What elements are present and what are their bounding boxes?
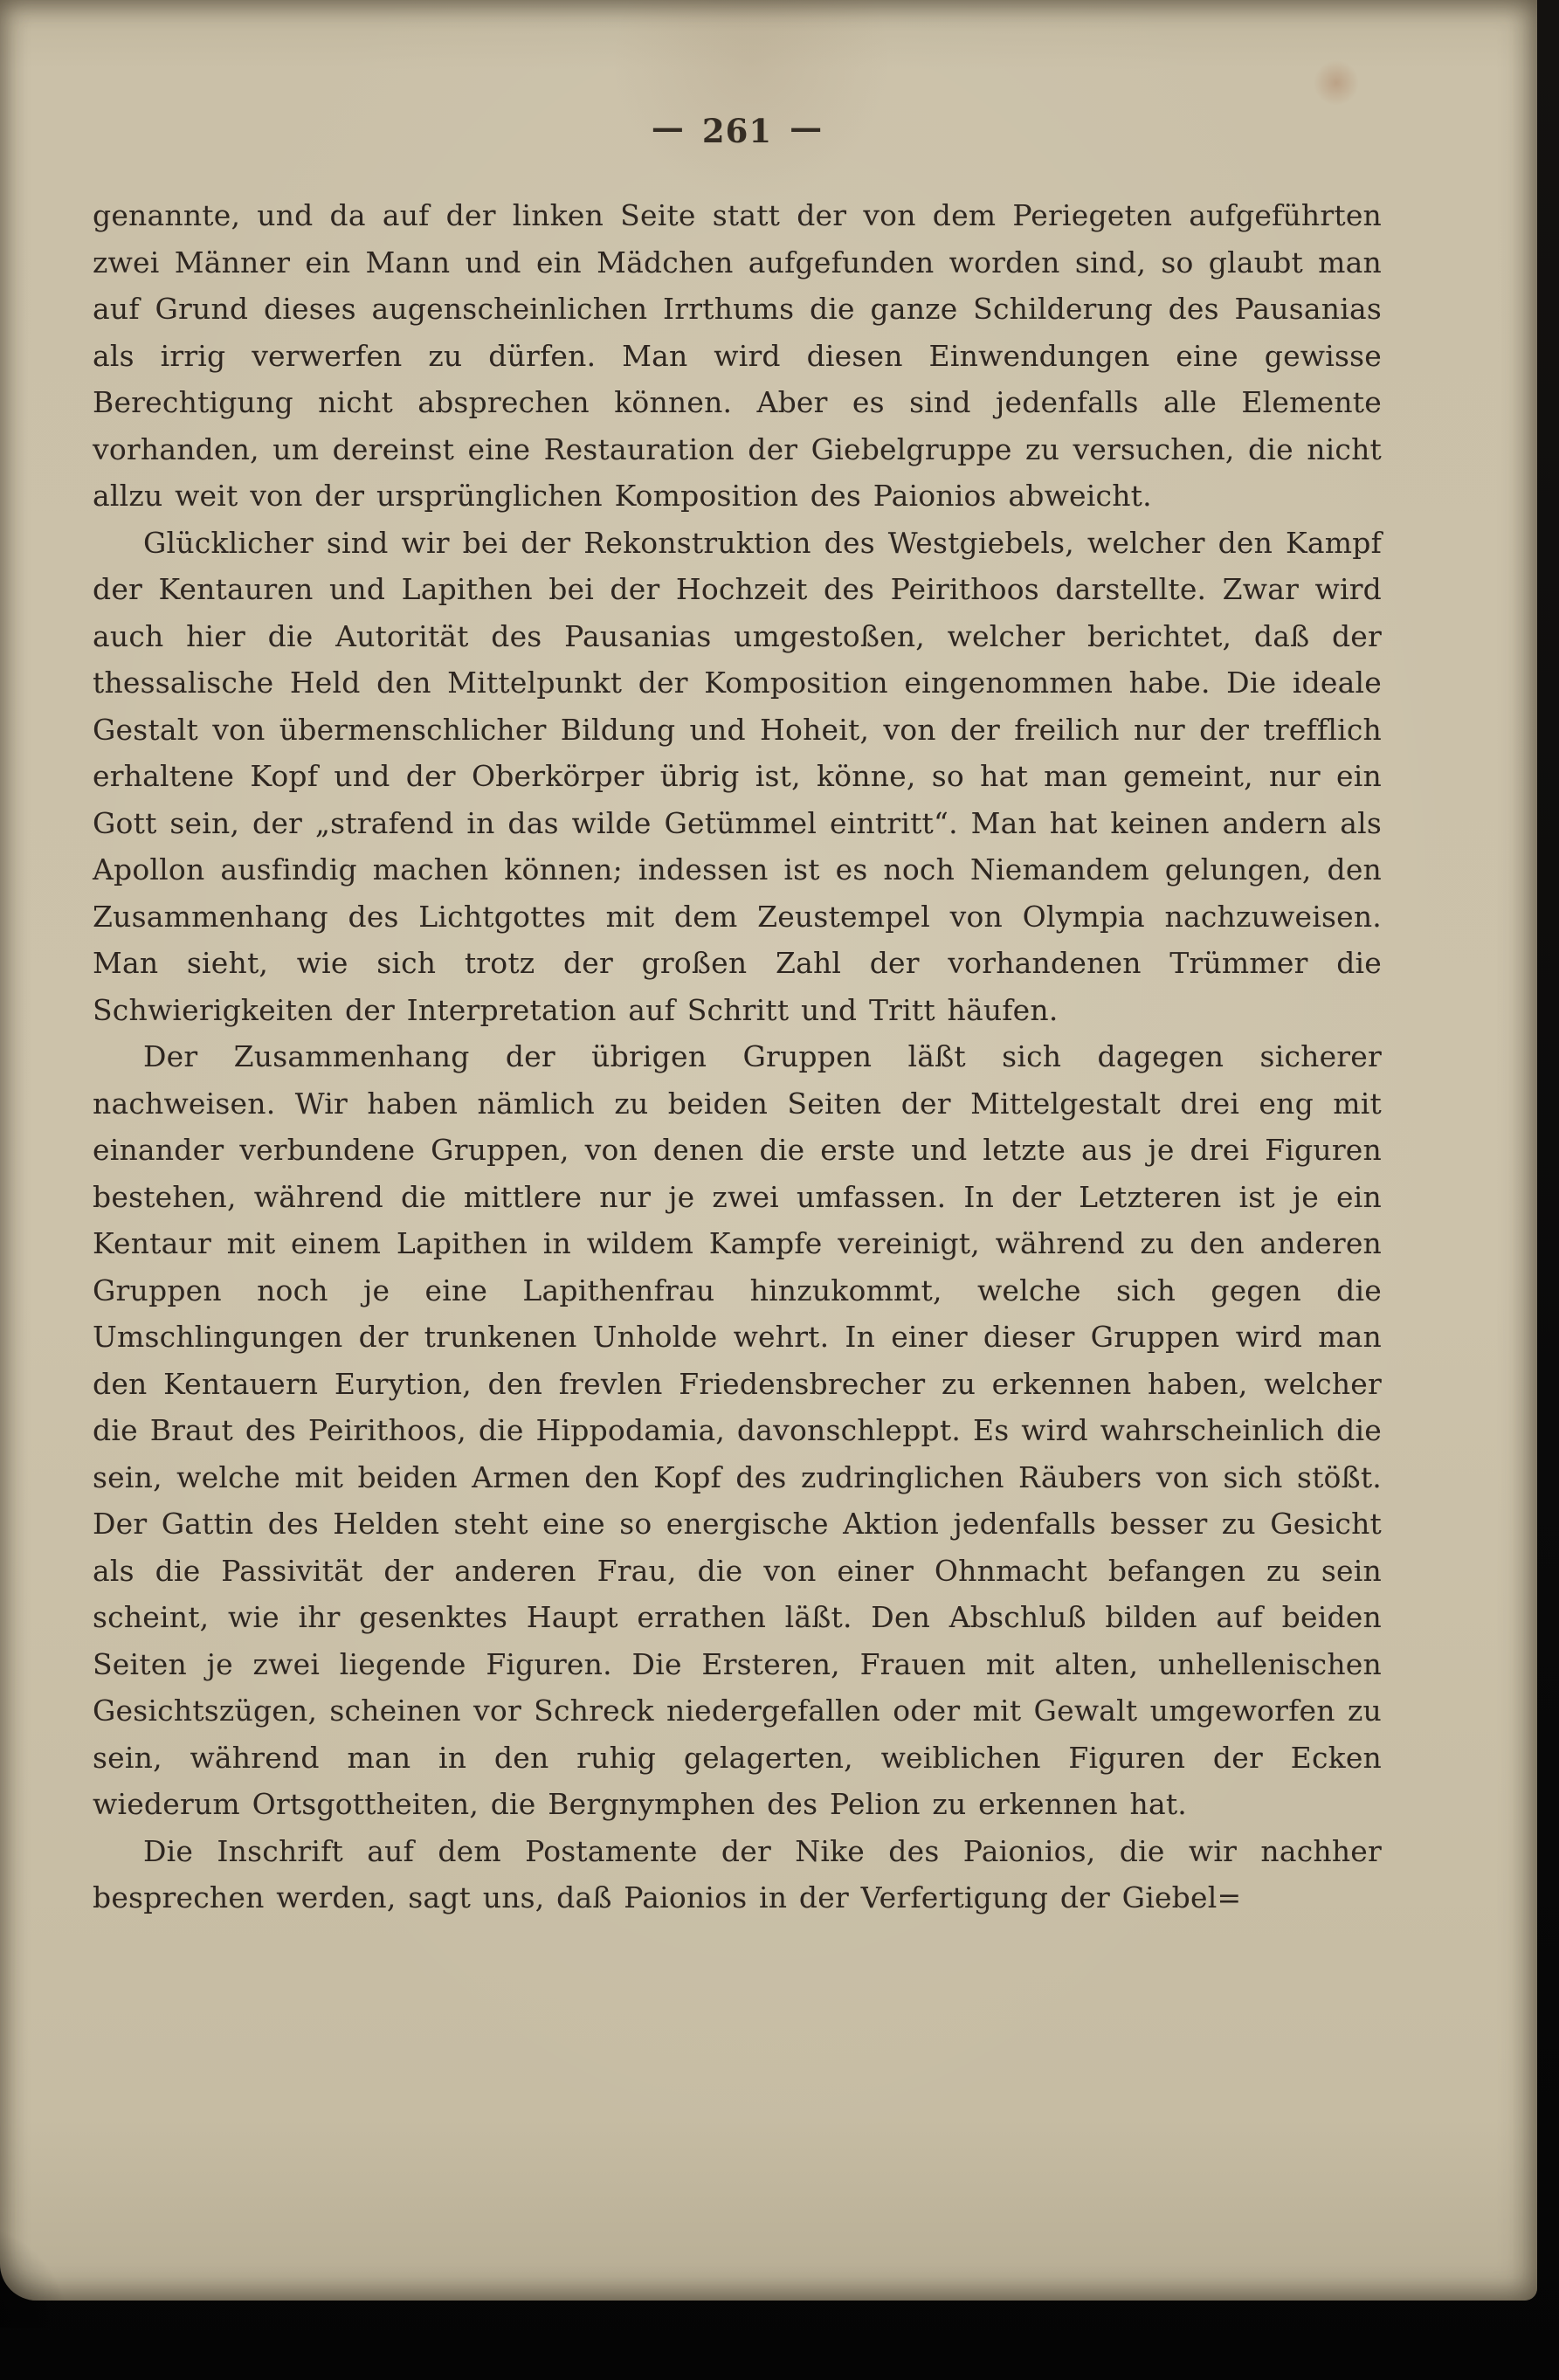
body-text — [93, 192, 1382, 1921]
paragraph-inschrift: Die Inschrift auf dem Postamente der Nike des Paionios, die wir nachher besprechen werden, sagt uns, daß Paionios in der Verfertigung der Giebel= — [93, 1833, 1382, 1914]
paragraph-gruppen: Der Zusammenhang der übrigen Gruppen läßt sich dagegen sicherer nachweisen. Wir haben nämlich zu beiden Seiten der Mittelgestalt drei eng mit einander verbundene Gruppen, von denen die erste und letzte aus je drei Figuren bestehen, während die mittlere nur je zwei umfassen. In der Letzteren ist je ein Kentaur mit einem Lapithen in wildem Kampfe vereinigt, während zu den anderen Gruppen noch je eine Lapithenfrau hinzukommt, welche sich gegen die Umschlingungen der trunkenen Unholde wehrt. In einer dieser Gruppen wird man den Kentauern Eurytion, den frevlen Friedensbrecher zu erkennen haben, welcher die Braut des Peirithoos, die Hippodamia, davonschleppt. Es wird wahrscheinlich die sein, welche mit beiden Armen den Kopf des zudringlichen Räubers von sich stößt. Der Gattin des Helden steht eine so energische Aktion jedenfalls besser zu Gesicht als die Passivität der anderen Frau, die von einer Ohnmacht befangen zu sein scheint, wie ihr gesenktes Haupt errathen läßt. Den Abschluß bilden auf beiden Seiten je zwei liegende Figuren. Die Ersteren, Frauen mit alten, unhellenischen Gesichtszügen, scheinen vor Schreck niedergefallen oder mit Gewalt umgeworfen zu sein, während man in den ruhig gelagerten, weiblichen Figuren der Ecken wiederum Ortsgottheiten, die Bergnymphen des Pelion zu erkennen hat. — [93, 1039, 1382, 1821]
page-header — [93, 108, 1382, 150]
paragraph-westgiebel: Glücklicher sind wir bei der Rekonstruktion des Westgiebels, welcher den Kampf der Kentauren und Lapithen bei der Hochzeit des Peirithoos darstellte. Zwar wird auch hier die Autorität des Pausanias umgestoßen, welcher berichtet, daß der thessalische Held den Mittelpunkt der Komposition eingenommen habe. Die ideale Gestalt von übermenschlicher Bildung und Hoheit, von der freilich nur der trefflich erhaltene Kopf und der Oberkörper übrig ist, könne, so hat man gemeint, nur ein Gott sein, der „strafend in das wilde Getümmel eintritt“. Man hat keinen andern als Apollon ausfindig machen können; indessen ist es noch Niemandem gelungen, den Zusammenhang des Lichtgottes mit dem Zeustempel von Olympia nachzuweisen. Man sieht, wie sich trotz der großen Zahl der vorhandenen Trümmer die Schwierigkeiten der Interpretation auf Schritt und Tritt häufen. — [93, 525, 1382, 1027]
paragraph-continuation: genannte, und da auf der linken Seite statt der von dem Periegeten aufgeführten zwei Männer ein Mann und ein Mädchen aufgefunden worden sind, so glaubt man auf Grund dieses augenscheinlichen Irrthums die ganze Schilderung des Pausanias als irrig verwerfen zu dürfen. Man wird diesen Einwendungen eine gewisse Berechtigung nicht absprechen können. Aber es sind jedenfalls alle Elemente vorhanden, um dereinst eine Restauration der Giebelgruppe zu versuchen, die nicht allzu weit von der ursprünglichen Komposition des Paionios abweicht. — [93, 198, 1382, 513]
page-number-dash-right: — — [790, 108, 824, 147]
page-number-dash-left: — — [651, 108, 685, 147]
page-number: 261 — [701, 112, 773, 150]
